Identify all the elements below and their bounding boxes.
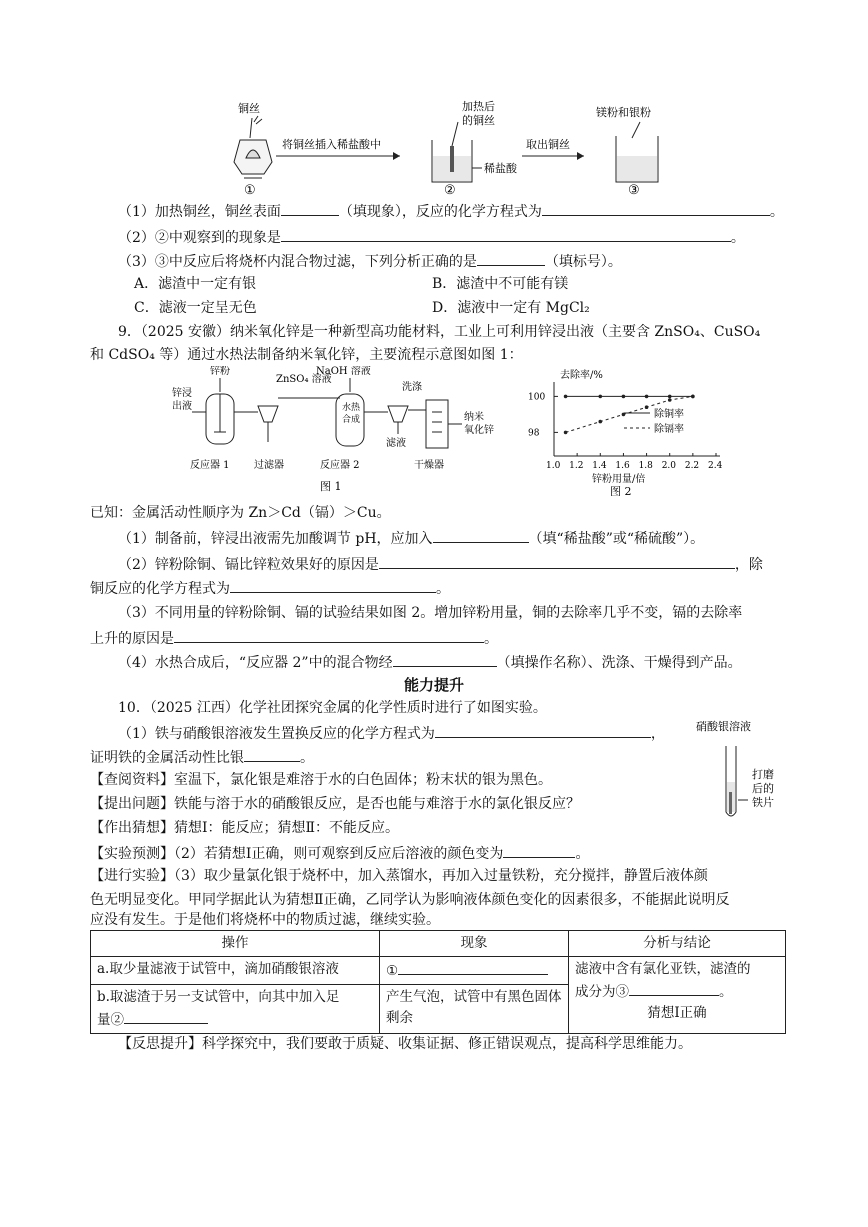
fig1-leach1: 锌浸 <box>172 388 192 399</box>
fig2-caption: 图 2 <box>610 485 632 496</box>
q9-part2b <box>90 577 450 599</box>
conclusion-line-b <box>575 980 779 1003</box>
row1-phenomenon <box>380 957 569 985</box>
q10-reference <box>90 770 552 790</box>
table-blank-2[interactable] <box>124 1008 208 1024</box>
reflection-text: 科学探究中，我们要敢于质疑、收集证据、修正错误观点，提高科学思维能力。 <box>202 1036 692 1052</box>
q10-question <box>90 794 580 814</box>
label-mg-ag: 镁粉和银粉 <box>596 106 651 119</box>
x-tick-label: 2.4 <box>708 461 723 471</box>
reference-text: 室温下，氯化银是难溶于水的白色固体；粉末状的银为黑色。 <box>174 772 552 788</box>
data-point <box>668 395 672 399</box>
q10-intro: 10．（2025 江西）化学社团探究金属的化学性质时进行了如图实验。 <box>118 700 547 716</box>
iron-strip <box>729 792 732 814</box>
q8-part2-text: （2）②中观察到的现象是 <box>118 230 281 246</box>
tag-reference: 【查阅资料】 <box>90 772 174 788</box>
x-tick-label: 1.6 <box>615 461 630 471</box>
prediction-end: 。 <box>575 846 590 862</box>
fig1-znso4: ZnSO₄ 溶液 <box>276 374 332 385</box>
fig1-hydro1: 水热 <box>342 403 361 413</box>
chart-ylabel: 去除率/% <box>560 370 603 381</box>
chart-xlabel: 锌粉用量/倍 <box>592 474 646 485</box>
q9-part4-text: （4）水热合成后，“反应器 2”中的混合物经 <box>118 655 393 671</box>
fig1-caption: 图 1 <box>320 480 342 493</box>
q9-intro-line1: 9．（2025 安徽）纳米氧化锌是一种新型高功能材料，工业上可利用锌浸出液（主要含 ZnSO₄、CuSO₄ <box>118 324 761 340</box>
fig-iron-label1: 打磨 <box>752 768 774 781</box>
q8-part3-end: （填标号）。 <box>544 254 622 270</box>
q9-blank-acid[interactable] <box>433 527 529 543</box>
legend-cu-label: 除铜率 <box>654 409 684 420</box>
q9-blank-cd-reason[interactable] <box>174 627 484 643</box>
label-copper-wire: 铜丝 <box>238 102 260 115</box>
data-point <box>691 395 695 399</box>
q9-part2-mid: ，除 <box>734 557 763 573</box>
y-tick-label: 100 <box>528 392 546 403</box>
q10-blank-color[interactable] <box>503 842 575 858</box>
q10-experiment <box>90 866 708 886</box>
q8-part1-text-b: （填现象），反应的化学方程式为 <box>338 204 542 220</box>
x-tick-label: 2.2 <box>684 461 700 471</box>
x-tick-label: 1.0 <box>546 461 561 471</box>
data-point <box>645 405 649 409</box>
col-header-phenomenon: 现象 <box>380 931 569 957</box>
test-tube-figure <box>690 716 800 826</box>
data-point <box>622 395 626 399</box>
fig-agno3-label: 硝酸银溶液 <box>696 720 751 733</box>
q9-part3: （3）不同用量的锌粉除铜、镉的试验结果如图 2。增加锌粉用量，铜的去除率几乎不变，镉的去除率 <box>118 605 743 621</box>
label-heated-copper: 加热后 <box>462 100 495 113</box>
q10-part1-text-c: 证明铁的金属活动性比银 <box>90 750 244 766</box>
conclusion-text-d: 猜想Ⅰ正确 <box>647 1005 707 1021</box>
tag-experiment: 【进行实验】 <box>90 868 174 884</box>
tag-hypothesis: 【作出猜想】 <box>90 820 174 836</box>
q9-part2 <box>118 553 763 575</box>
row1-operation: a.取少量滤液于试管中，滴加硝酸银溶液 <box>91 957 380 985</box>
data-point <box>598 420 602 424</box>
q8-blank-phenomenon[interactable] <box>281 200 339 216</box>
data-point <box>598 395 602 399</box>
conclusion-text-c: 。 <box>719 984 733 1000</box>
fig1-nano2: 氧化锌 <box>464 425 494 436</box>
q10-blank-equation[interactable] <box>435 722 651 738</box>
q9-part1-end: （填“稀盐酸”或“稀硫酸”）。 <box>528 531 705 547</box>
q9-part2-end: 。 <box>436 581 450 597</box>
fig1-filtrate: 滤液 <box>386 438 406 449</box>
q10-hypothesis <box>90 818 399 838</box>
fig1-wash: 洗涤 <box>402 382 422 393</box>
q8-blank-observation[interactable] <box>281 226 731 242</box>
label-heated-copper2: 的铜丝 <box>462 114 495 127</box>
step-number-1: ① <box>244 183 256 198</box>
tag-prediction: 【实验预测】 <box>90 846 174 862</box>
q10-experiment-2: 色无明显变化。甲同学据此认为猜想Ⅱ正确，乙同学认为影响液体颜色变化的因素很多，不能据此说明反 <box>90 892 730 908</box>
q8-blank-option[interactable] <box>477 250 545 266</box>
data-point <box>564 395 568 399</box>
q9-part3-text-b: 上升的原因是 <box>90 631 174 647</box>
fig1-dryer: 干燥器 <box>414 460 444 471</box>
tag-question: 【提出问题】 <box>90 796 174 812</box>
arrow-label-insert: 将铜丝插入稀盐酸中 <box>282 138 381 151</box>
data-point <box>645 395 649 399</box>
prediction-text: （2）若猜想Ⅰ正确，则可观察到反应后溶液的颜色变为 <box>174 846 504 862</box>
fig1-leach2: 出液 <box>172 401 192 412</box>
fig1-zn-powder: 锌粉 <box>210 366 230 377</box>
fig-iron-label2: 后的 <box>752 782 774 795</box>
x-tick-label: 2.0 <box>661 461 677 471</box>
experiment-figure-top <box>200 100 680 200</box>
q10-prediction <box>90 842 589 864</box>
experiment-table <box>90 930 786 1034</box>
q10-part1-text: （1）铁与硝酸银溶液发生置换反应的化学方程式为 <box>118 726 435 742</box>
legend-cd-label: 除镉率 <box>654 424 684 435</box>
q8-part1-text-a: （1）加热铜丝，铜丝表面 <box>118 204 281 220</box>
x-tick-label: 1.4 <box>592 461 607 471</box>
q10-experiment-3: 应没有发生。于是他们将烧杯中的物质过滤，继续实验。 <box>90 912 440 928</box>
col-header-conclusion: 分析与结论 <box>569 931 786 957</box>
q9-intro-line2: 和 CdSO₄ 等）通过水热法制备纳米氧化锌，主要流程示意图如图 1： <box>90 347 523 363</box>
q10-blank-activity[interactable] <box>244 746 300 762</box>
col-header-operation: 操作 <box>91 931 380 957</box>
q10-part1b <box>90 746 314 768</box>
fig1-naoh: NaOH 溶液 <box>316 366 371 377</box>
q8-option-a: A．滤渣中一定有银 <box>134 276 257 292</box>
table-blank-1[interactable] <box>398 959 548 975</box>
row2-operation <box>91 985 380 1034</box>
q9-blank-equation[interactable] <box>230 577 436 593</box>
row2-operation-b: 量② <box>97 1012 124 1028</box>
fig1-nano1: 纳米 <box>464 412 484 423</box>
label-dilute-hcl: 稀盐酸 <box>484 162 517 175</box>
q10-reflection <box>118 1034 692 1054</box>
q9-part3-end: 。 <box>484 631 498 647</box>
q10-part1-end: 。 <box>300 750 314 766</box>
conclusion-text-a: 滤液中含有氯化亚铁，滤渣的 <box>575 961 751 977</box>
data-point <box>564 431 568 435</box>
q9-part1 <box>118 527 704 549</box>
y-tick-label: 98 <box>528 428 540 439</box>
q8-option-b: B．滤渣中不可能有镁 <box>432 276 569 292</box>
x-tick-label: 1.2 <box>569 461 584 471</box>
q8-blank-equation[interactable] <box>542 200 770 216</box>
fig1-hydro2: 合成 <box>342 415 361 425</box>
q8-part2 <box>118 226 745 248</box>
row2-operation-b-line <box>97 1008 373 1031</box>
table-header-row <box>91 931 786 957</box>
blank-1-marker: ① <box>386 963 399 979</box>
fig1-reactor1: 反应器 1 <box>190 460 230 471</box>
q10-part1 <box>118 722 665 744</box>
conclusion-text-b: 成分为③ <box>575 984 629 1000</box>
table-row <box>91 957 786 985</box>
experiment-text-1: （3）取少量氯化银于烧杯中，加入蒸馏水，再加入过量铁粉，充分搅拌，静置后液体颜 <box>174 868 708 884</box>
q9-part3b <box>90 627 498 649</box>
section-title: 能力提升 <box>403 676 464 694</box>
fig1-filter: 过滤器 <box>254 460 284 471</box>
q9-known: 已知：金属活动性顺序为 Zn＞Cd（镉）＞Cu。 <box>90 505 391 521</box>
row2-phenomenon: 产生气泡，试管中有黑色固体剩余 <box>380 985 569 1034</box>
q9-part2-text-c: 铜反应的化学方程式为 <box>90 581 230 597</box>
q8-part1-text-c: 。 <box>769 204 784 220</box>
conclusion-cell <box>569 957 786 1034</box>
data-point <box>668 398 672 402</box>
fig1-reactor2: 反应器 2 <box>320 460 360 471</box>
question-text: 铁能与溶于水的硝酸银反应，是否也能与难溶于水的氯化银反应？ <box>174 796 580 812</box>
q8-part3-text: （3）③中反应后将烧杯内混合物过滤，下列分析正确的是 <box>118 254 477 270</box>
q9-blank-reason[interactable] <box>379 553 735 569</box>
q8-part3 <box>118 250 622 272</box>
figure-1-flowchart <box>170 366 500 496</box>
fig-iron-label3: 铁片 <box>752 796 774 809</box>
q9-part4-end: （填操作名称）、洗涤、干燥得到产品。 <box>496 655 742 671</box>
figure-2-chart <box>520 368 740 496</box>
q8-option-c: C．滤液一定呈无色 <box>134 300 257 316</box>
step-number-3: ③ <box>628 183 640 198</box>
table-blank-3[interactable] <box>629 980 719 996</box>
step-number-2: ② <box>444 183 456 198</box>
x-tick-label: 1.8 <box>638 461 653 471</box>
row2-operation-a: b.取滤渣于另一支试管中，向其中加入足 <box>97 989 340 1005</box>
q9-part2-text: （2）锌粉除铜、镉比锌粒效果好的原因是 <box>118 557 379 573</box>
q8-part2-end: 。 <box>730 230 745 246</box>
q9-part1-text: （1）制备前，锌浸出液需先加酸调节 pH，应加入 <box>118 531 433 547</box>
q8-option-d: D．滤液中一定有 MgCl₂ <box>432 300 590 316</box>
q9-part4 <box>118 651 742 673</box>
q10-part1-mid: ， <box>650 726 665 742</box>
q8-part1 <box>118 200 784 222</box>
hypothesis-text: 猜想Ⅰ：能反应；猜想Ⅱ：不能反应。 <box>174 820 400 836</box>
arrow-label-remove: 取出铜丝 <box>526 138 570 151</box>
tag-reflection: 【反思提升】 <box>118 1036 202 1052</box>
q9-blank-operation[interactable] <box>393 651 497 667</box>
